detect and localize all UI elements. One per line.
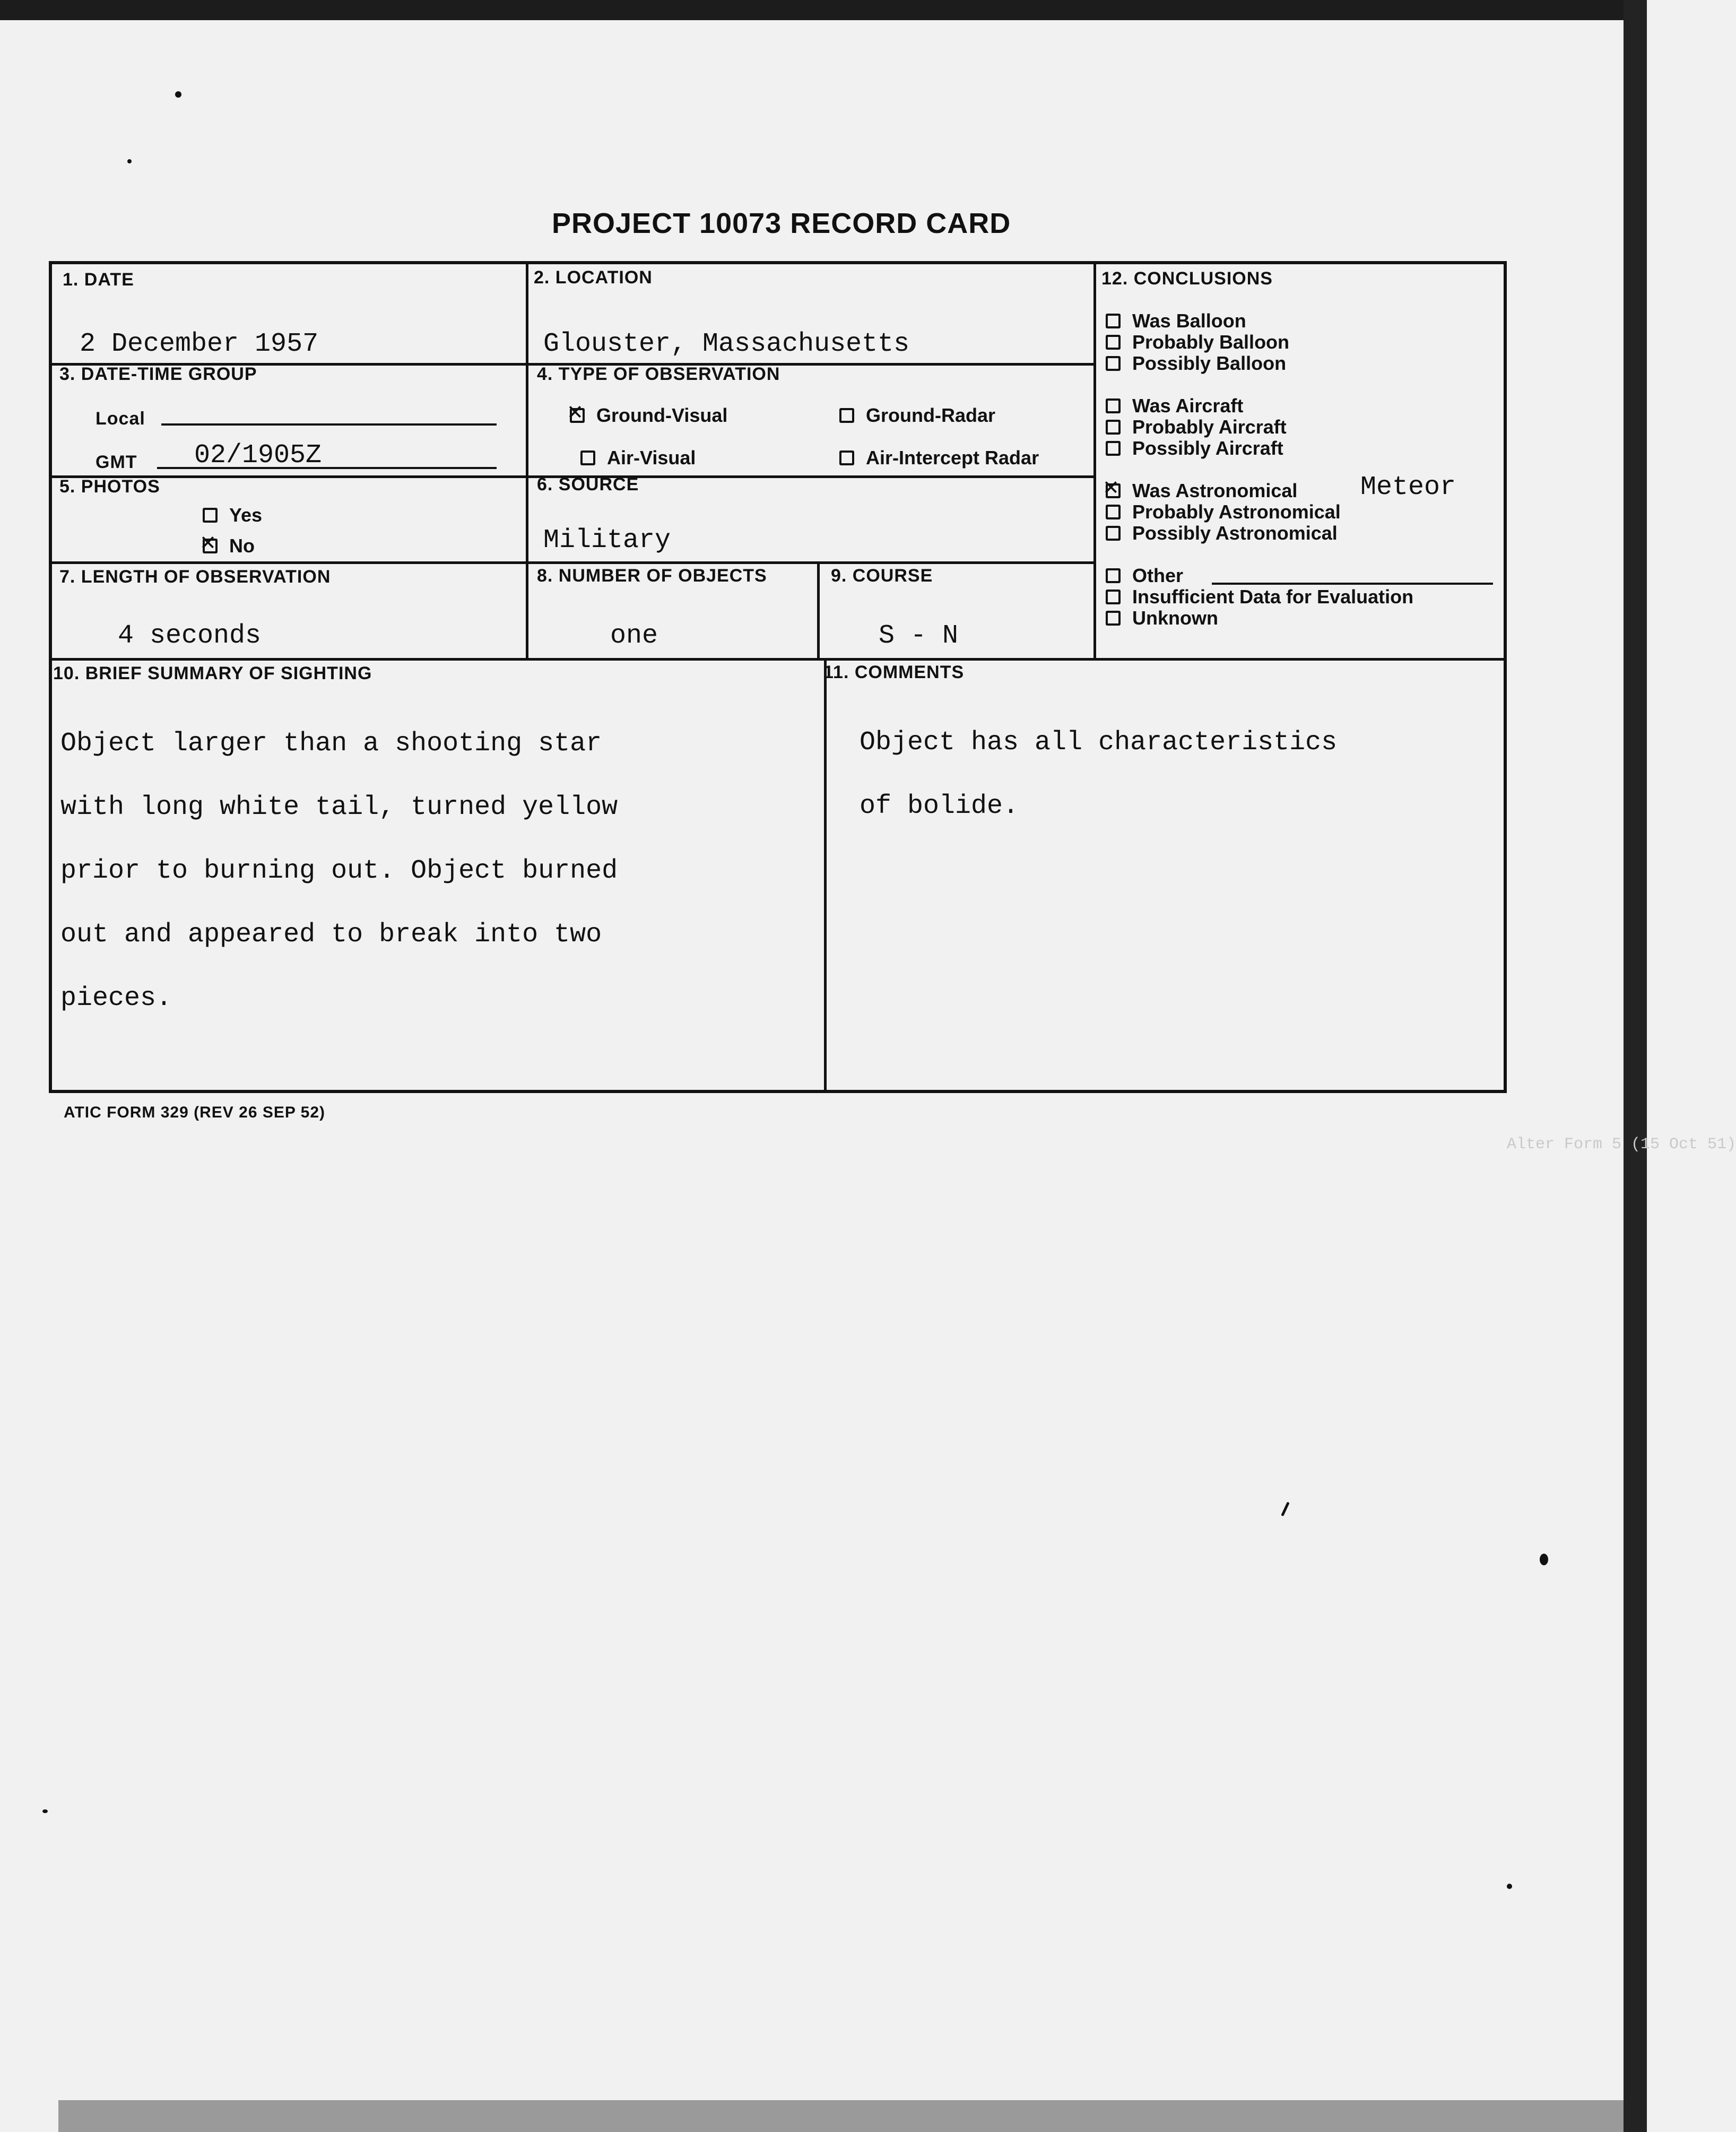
summary-text <box>60 696 750 1046</box>
summary-line: with long white tail, turned yellow <box>60 792 618 822</box>
checkbox-empty <box>1106 314 1121 328</box>
row-divider <box>52 561 1096 564</box>
checkbox-checked <box>1106 483 1121 498</box>
checkbox-empty <box>1106 526 1121 541</box>
option-other[interactable]: Other <box>1106 565 1183 587</box>
conclusions-label: 12. CONCLUSIONS <box>1101 268 1273 289</box>
scan-edge-top <box>0 0 1647 20</box>
local-label: Local <box>96 409 145 429</box>
comments-line: Object has all characteristics <box>860 727 1338 758</box>
scan-edge-bottom <box>58 2100 1624 2132</box>
scan-speck <box>1540 1554 1548 1565</box>
card-title: PROJECT 10073 RECORD CARD <box>552 207 1011 239</box>
column-divider <box>817 561 820 658</box>
column-divider <box>824 658 827 1090</box>
scan-speck <box>127 159 132 163</box>
date-label: 1. DATE <box>63 270 134 290</box>
scan-speck <box>1507 1884 1512 1889</box>
astronomical-note: Meteor <box>1360 472 1456 502</box>
option-possibly-astronomical[interactable]: Possibly Astronomical <box>1106 522 1338 544</box>
option-probably-astronomical[interactable]: Probably Astronomical <box>1106 501 1341 523</box>
option-possibly-aircraft[interactable]: Possibly Aircraft <box>1106 437 1283 460</box>
summary-line: Object larger than a shooting star <box>60 729 602 759</box>
checkbox-empty <box>1106 590 1121 604</box>
checkbox-empty <box>839 408 854 423</box>
option-ground-radar[interactable]: Ground-Radar <box>839 404 995 427</box>
option-insufficient-data[interactable]: Insufficient Data for Evaluation <box>1106 586 1413 608</box>
checkbox-checked <box>570 408 585 423</box>
checkbox-empty <box>1106 611 1121 626</box>
column-divider <box>1093 264 1096 658</box>
option-air-visual[interactable]: Air-Visual <box>580 447 696 469</box>
option-was-aircraft[interactable]: Was Aircraft <box>1106 395 1243 417</box>
summary-line: out and appeared to break into two <box>60 920 602 950</box>
summary-line: pieces. <box>60 983 172 1013</box>
date-time-group-label: 3. DATE-TIME GROUP <box>59 364 257 384</box>
option-ground-visual[interactable]: ✕ Ground-Visual <box>570 404 727 427</box>
option-unknown[interactable]: Unknown <box>1106 607 1218 629</box>
course-value: S - N <box>879 621 959 651</box>
checkbox-empty <box>1106 356 1121 371</box>
option-air-intercept-radar[interactable]: Air-Intercept Radar <box>839 447 1039 469</box>
scan-edge-right <box>1624 0 1647 2132</box>
comments-label: 11. COMMENTS <box>823 662 965 682</box>
bleed-through-text: Alter Form 5 (15 Oct 51) <box>1507 1136 1736 1154</box>
gmt-value: 02/1905Z <box>194 440 322 471</box>
checkbox-empty <box>1106 420 1121 435</box>
scan-speck <box>175 91 181 98</box>
row-divider <box>52 658 1504 661</box>
form-number: ATIC FORM 329 (REV 26 SEP 52) <box>64 1104 326 1121</box>
date-value: 2 December 1957 <box>80 329 319 359</box>
checkbox-empty <box>1106 505 1121 519</box>
number-of-objects-label: 8. NUMBER OF OBJECTS <box>537 566 767 586</box>
checkbox-empty <box>1106 441 1121 456</box>
option-possibly-balloon[interactable]: Possibly Balloon <box>1106 352 1286 375</box>
other-field-line <box>1212 583 1493 585</box>
option-probably-aircraft[interactable]: Probably Aircraft <box>1106 416 1287 438</box>
type-of-observation-label: 4. TYPE OF OBSERVATION <box>537 364 780 384</box>
scan-speck <box>1281 1502 1289 1516</box>
source-value: Military <box>543 525 671 556</box>
option-photos-yes[interactable]: Yes <box>203 504 262 526</box>
checkbox-empty <box>1106 568 1121 583</box>
source-label: 6. SOURCE <box>537 474 639 495</box>
option-was-astronomical[interactable]: ✕ Was Astronomical <box>1106 480 1297 502</box>
summary-line: prior to burning out. Object burned <box>60 856 618 886</box>
checkbox-checked <box>203 539 218 553</box>
number-of-objects-value: one <box>610 621 658 651</box>
local-field-line <box>161 423 497 426</box>
checkbox-empty <box>1106 335 1121 350</box>
option-was-balloon[interactable]: Was Balloon <box>1106 310 1246 332</box>
checkbox-empty <box>203 508 218 523</box>
column-divider <box>526 264 528 658</box>
location-label: 2. LOCATION <box>534 267 653 288</box>
location-value: Glouster, Massachusetts <box>543 329 910 359</box>
gmt-label: GMT <box>96 452 137 472</box>
comments-text <box>860 695 1470 854</box>
length-of-observation-label: 7. LENGTH OF OBSERVATION <box>59 567 331 587</box>
checkbox-empty <box>839 450 854 465</box>
course-label: 9. COURSE <box>831 566 933 586</box>
summary-label: 10. BRIEF SUMMARY OF SIGHTING <box>53 663 372 683</box>
photos-label: 5. PHOTOS <box>59 476 160 497</box>
checkbox-empty <box>580 450 595 465</box>
scan-speck <box>42 1809 48 1813</box>
option-probably-balloon[interactable]: Probably Balloon <box>1106 331 1289 353</box>
option-photos-no[interactable]: ✕ No <box>203 535 255 557</box>
comments-line: of bolide. <box>860 791 1019 821</box>
length-of-observation-value: 4 seconds <box>118 621 262 651</box>
checkbox-empty <box>1106 398 1121 413</box>
